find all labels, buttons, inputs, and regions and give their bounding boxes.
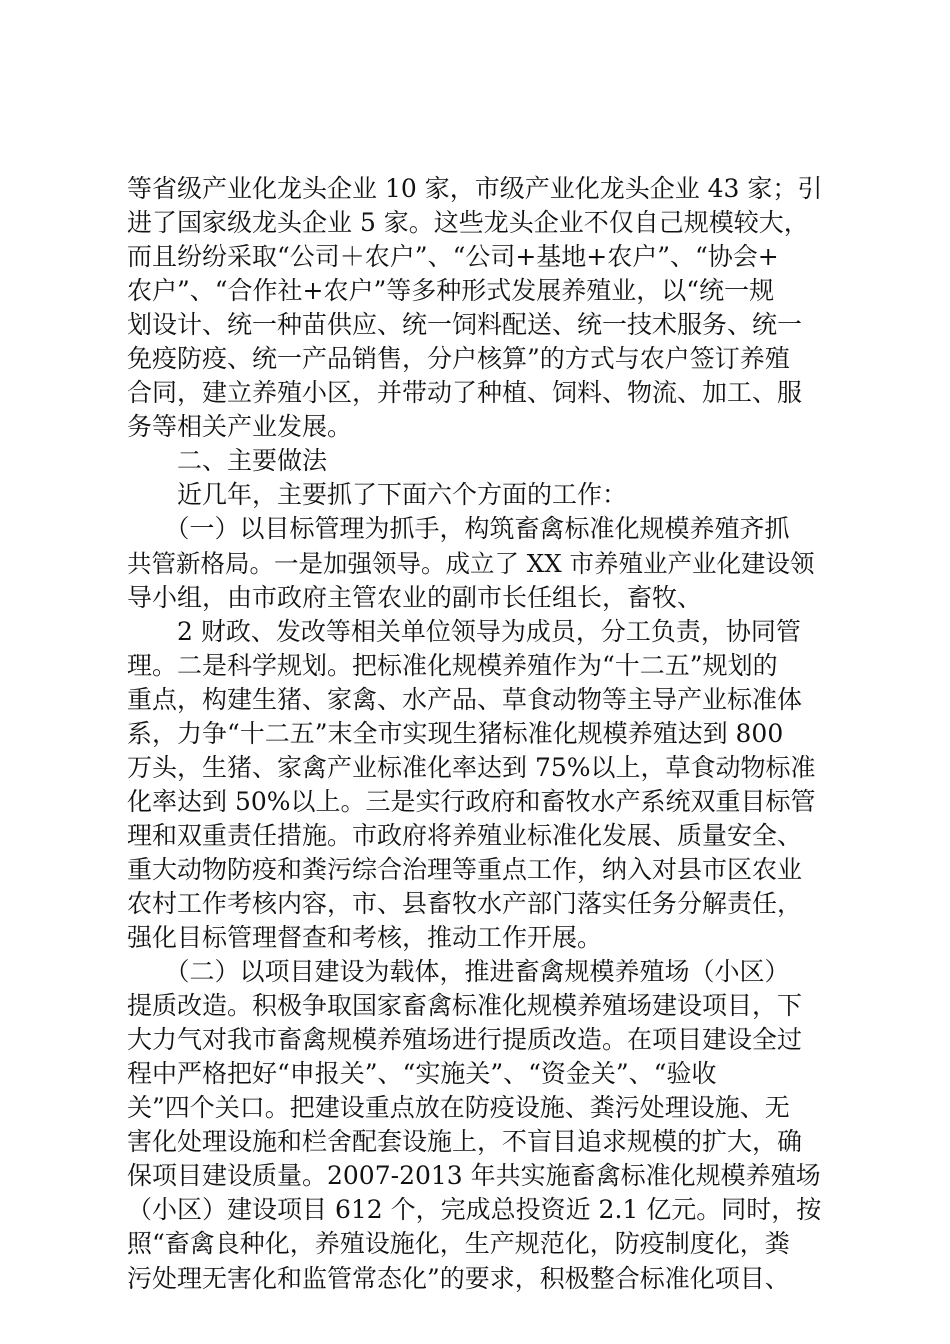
text-line: 程中严格把好“申报关”、“实施关”、“资金关”、“验收: [127, 1059, 717, 1089]
text-line: 免疫防疫、统一产品销售，分户核算”的方式与农户签订养殖: [127, 344, 790, 374]
text-line: 进了国家级龙头企业 5 家。这些龙头企业不仅自己规模较大，: [127, 208, 809, 238]
text-line: 农村工作考核内容，市、县畜牧水产部门落实任务分解责任，: [127, 888, 803, 918]
text-line: 关”四个关口。把建设重点放在防疫设施、粪污处理设施、无: [127, 1093, 790, 1123]
text-line: 化率达到 50%以上。三是实行政府和畜牧水产系统双重目标管: [127, 786, 816, 816]
text-line: 合同，建立养殖小区，并带动了种植、饲料、物流、加工、服: [127, 378, 803, 408]
text-line: 系，力争“十二五”末全市实现生猪标准化规模养殖达到 800: [127, 718, 784, 748]
text-line: 提质改造。积极争取国家畜禽标准化规模养殖场建设项目，下: [127, 991, 803, 1021]
text-line: 农户”、“合作社+农户”等多种形式发展养殖业，以“统一规: [127, 276, 775, 306]
text-line: 等省级产业化龙头企业 10 家，市级产业化龙头企业 43 家；引: [127, 174, 823, 203]
text-line: 重大动物防疫和粪污综合治理等重点工作，纳入对县市区农业: [127, 854, 803, 884]
text-line: 强化目标管理督查和考核，推动工作开展。: [127, 923, 603, 953]
subsection-heading: （一）以目标管理为抓手，构筑畜禽标准化规模养殖齐抓: [127, 514, 790, 544]
text-line: 而且纷纷采取“公司＋农户”、“公司+基地+农户”、“协会+: [127, 242, 779, 272]
text-line: 理和双重责任措施。市政府将养殖业标准化发展、质量安全、: [127, 820, 803, 850]
section-heading: 二、主要做法: [127, 446, 328, 476]
text-line: 照“畜禽良种化，养殖设施化，生产规范化，防疫制度化，粪: [127, 1229, 790, 1259]
body-text: [127, 172, 827, 1296]
text-line: 万头，生猪、家禽产业标准化率达到 75%以上，草食动物标准: [127, 752, 816, 782]
subsection-heading: （二）以项目建设为载体，推进畜禽规模养殖场（小区）: [127, 957, 790, 987]
text-line: 共管新格局。一是加强领导。成立了 XX 市养殖业产业化建设领: [127, 548, 815, 578]
text-line: 大力气对我市畜禽规模养殖场进行提质改造。在项目建设全过: [127, 1025, 803, 1055]
text-line: 害化处理设施和栏舍配套设施上，不盲目追求规模的扩大，确: [127, 1127, 803, 1157]
text-line: 近几年，主要抓了下面六个方面的工作：: [127, 480, 628, 510]
text-line: 导小组，由市政府主管农业的副市长任组长，畜牧、: [127, 582, 703, 612]
text-line: 污处理无害化和监管常态化”的要求，积极整合标准化项目、: [127, 1263, 790, 1293]
text-line: （小区）建设项目 612 个，完成总投资近 2.1 亿元。同时，按: [127, 1195, 822, 1225]
text-line: 务等相关产业发展。: [127, 412, 353, 442]
text-line: 保项目建设质量。2007-2013 年共实施畜禽标准化规模养殖场: [127, 1161, 821, 1191]
text-line: 重点，构建生猪、家禽、水产品、草食动物等主导产业标准体: [127, 684, 803, 714]
text-line: 理。二是科学规划。把标准化规模养殖作为“十二五”规划的: [127, 650, 778, 680]
text-line: 划设计、统一种苗供应、统一饲料配送、统一技术服务、统一: [127, 310, 803, 340]
text-line: 2 财政、发改等相关单位领导为成员，分工负责，协同管: [127, 616, 801, 646]
